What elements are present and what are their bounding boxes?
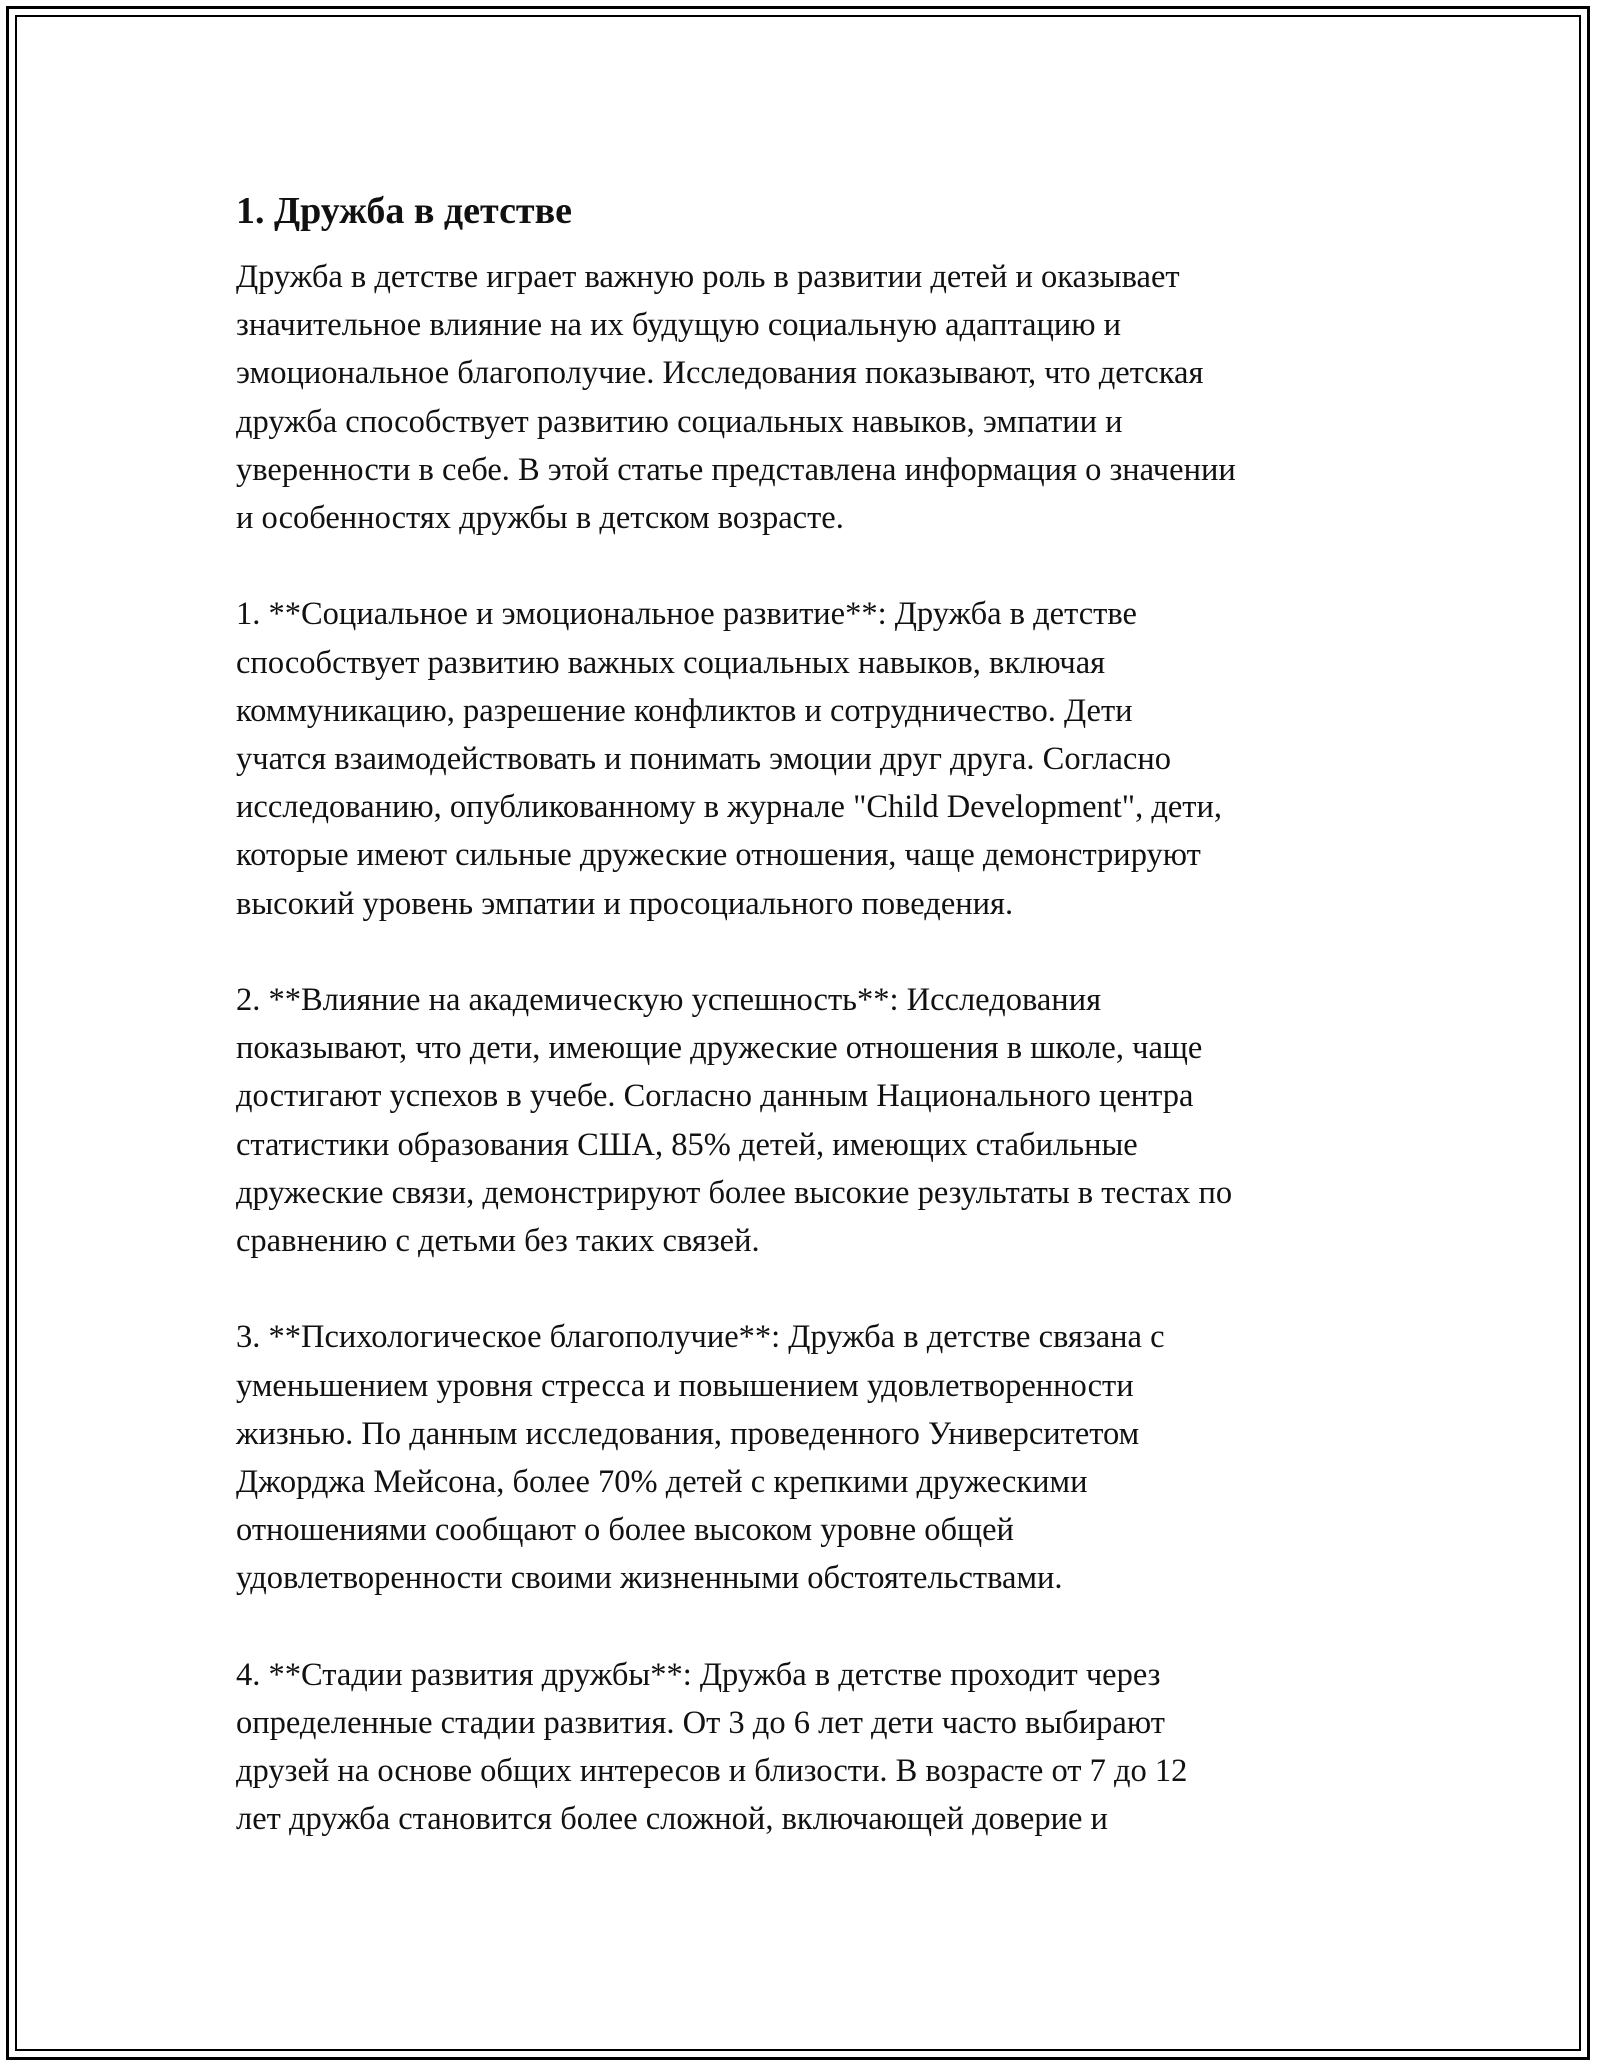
intro-paragraph: Дружба в детстве играет важную роль в развитии детей и оказывает значительное влияние на их будущую социальную адаптацию и эмоциональное благополучие. Исследования показывают, что детская дружба способствует развитию социальных навыков, эмпатии и уверенности в себе. В этой статье представлена информация о значении и особенностях дружбы в детском возрасте. bbox=[236, 259, 1236, 537]
document-body bbox=[236, 185, 1386, 1844]
paragraph-stages: 4. **Стадии развития дружбы**: Дружба в детстве проходит через определенные стадии развития. От 3 до 6 лет дети часто выбирают друзей на основе общих интересов и близости. В возрасте от 7 до 12 лет дружба становится более сложной, включающей доверие и bbox=[236, 1656, 1188, 1838]
document-title: 1. Дружба в детстве bbox=[236, 190, 572, 232]
paragraph-social-emotional: 1. **Социальное и эмоциональное развитие**: Дружба в детстве способствует развитию важных социальных навыков, включая коммуникацию, разрешение конфликтов и сотрудничество. Дети учатся взаимодействовать и понимать эмоции друг друга. Согласно исследованию, опубликованному в журнале "Child Development", дети, которые имеют сильные дружеские отношения, чаще демонстрируют высокий уровень эмпатии и просоциального поведения. bbox=[236, 596, 1222, 922]
paragraph-psychological: 3. **Психологическое благополучие**: Дружба в детстве связана с уменьшением уровня стресса и повышением удовлетворенности жизнью. По данным исследования, проведенного Университетом Джорджа Мейсона, более 70% детей с крепкими дружескими отношениями сообщают о более высоком уровне общей удовлетворенности своими жизненными обстоятельствами. bbox=[236, 1319, 1165, 1597]
paragraph-academic: 2. **Влияние на академическую успешность**: Исследования показывают, что дети, имеющие дружеские отношения в школе, чаще достигают успехов в учебе. Согласно данным Национального центра статистики образования США, 85% детей, имеющих стабильные дружеские связи, демонстрируют более высокие результаты в тестах по сравнению с детьми без таких связей. bbox=[236, 982, 1233, 1260]
